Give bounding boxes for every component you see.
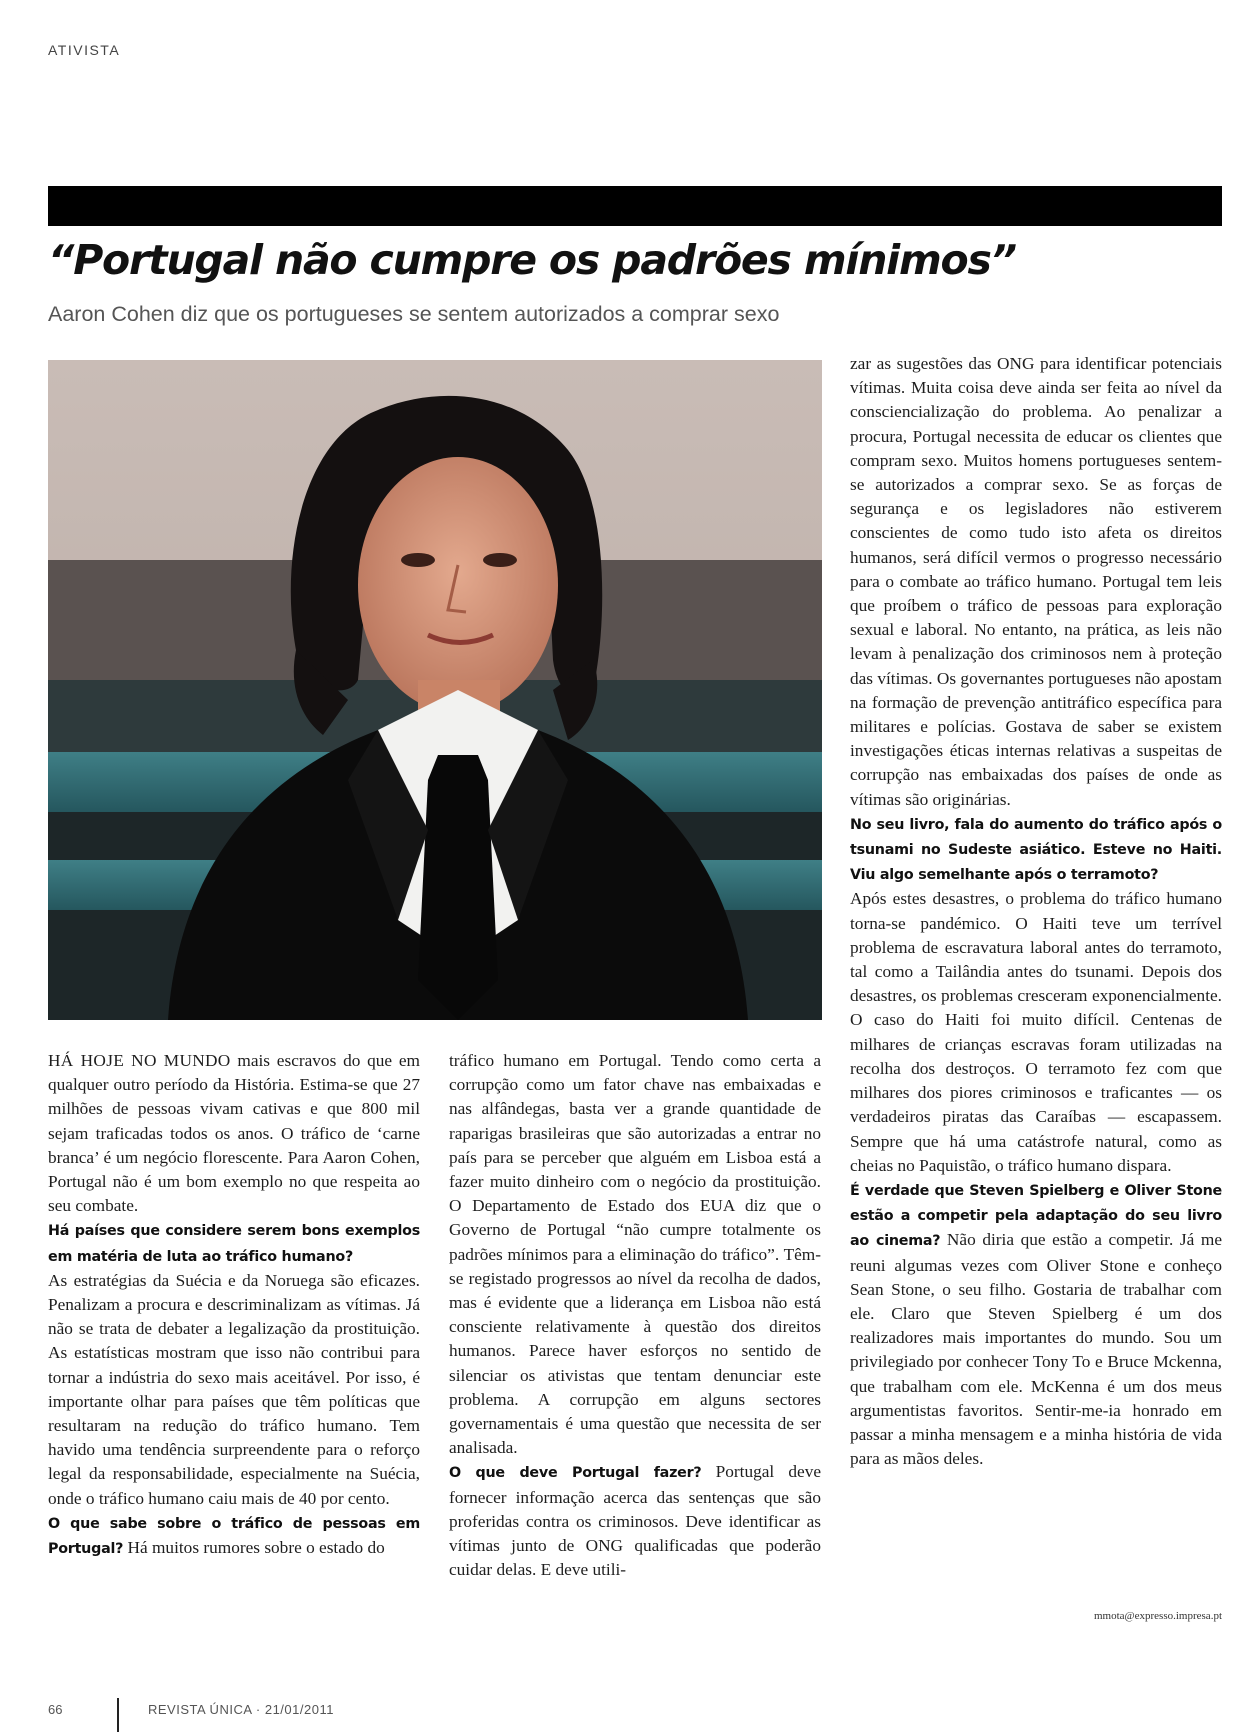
deck: Aaron Cohen diz que os portugueses se sentem autorizados a comprar sexo xyxy=(48,302,780,326)
question-3-text: O que deve Portugal fazer? xyxy=(449,1465,702,1482)
question-4-text: No seu livro, fala do aumento do tráfico após o tsunami no Sudeste asiático. Esteve no Haiti. Viu algo semelhante após o terramoto? xyxy=(850,816,1222,884)
answer-3-start: Portugal deve fornecer informação acerca das sentenças que são proferidas contra os criminosos. Deve identificar as vítimas junto de ONG qualificadas que poderão cuidar delas. E deve utili- xyxy=(449,1462,821,1580)
answer-2-continued: tráfico humano em Portugal. Tendo como certa a corrupção como um fator chave nas embaixadas e nas alfândegas, basta ver a grande quantidade de raparigas brasileiras que são autorizadas a entrar no país para se perceber que alguém em Lisboa está a fazer muito dinheiro com o negócio da prostituição. O Departamento de Estado dos EUA diz que o Governo de Portugal “não cumpre totalmente os padrões mínimos para a eliminação do tráfico”. Têm-se registado progressos ao nível da recolha de dados, mas é evidente que a liderança em Lisboa não está consciente relativamente à questão dos direitos humanos. Parece haver esforços no sentido de silenciar os ativistas que tentam denunciar este problema. A corrupção em alguns sectores governamentais é uma questão que necessita de ser analisada. xyxy=(449,1051,821,1458)
article-column-3 xyxy=(850,352,1222,1471)
section-label: ATIVISTA xyxy=(48,42,121,58)
question-5 xyxy=(850,1178,1222,1471)
question-4 xyxy=(850,812,1222,888)
publication-info: REVISTA ÚNICA · 21/01/2011 xyxy=(148,1702,334,1717)
answer-3-continued: zar as sugestões das ONG para identificar potenciais vítimas. Muita coisa deve ainda ser feita ao nível da consciencialização do problema. Ao penalizar a procura, Portugal necessita de educar os clientes que compram sexo. Muitos homens portugueses sentem-se autorizados a comprar sexo. Se as forças de segurança e os legisladores não estiverem conscientes de como tudo isto afeta os direitos humanos, será difícil vermos o progresso necessário para o combate ao tráfico humano. Portugal tem leis que proíbem o tráfico de pessoas para exploração sexual e laboral. No entanto, na prática, as leis não levam à penalização dos criminosos nem à proteção das vítimas. Os governantes portugueses não apostam na formação de prevenção antitráfico específica para militares e polícias. Gostava de saber se existem investigações éticas internas relativas a suspeitas de corrupção nas embaixadas dos países de onde as vítimas são originárias. xyxy=(850,354,1222,809)
page-number: 66 xyxy=(48,1702,63,1717)
headline: “Portugal não cumpre os padrões mínimos” xyxy=(48,236,1016,284)
answer-2-start: Há muitos rumores sobre o estado do xyxy=(123,1538,385,1558)
question-2 xyxy=(48,1511,420,1561)
question-5-text: É verdade que Steven Spielberg e Oliver Stone estão a competir pela adaptação do seu livro ao cinema? xyxy=(850,1182,1222,1250)
answer-1: As estratégias da Suécia e da Noruega são eficazes. Penalizam a procura e descriminalizam as vítimas. Já não se trata de debater a legalização da prostituição. As estatísticas mostram que isso não contribui para tornar a indústria do sexo mais aceitável. Por isso, é importante olhar para países que têm políticas que resultaram na redução do tráfico humano. Tem havido uma tendência surpreendente para o reforço legal da responsabilidade, especialmente na Suécia, onde o tráfico humano caiu mais de 40 por cento. xyxy=(48,1270,420,1508)
question-1-text: Há países que considere serem bons exemplos em matéria de luta ao tráfico humano? xyxy=(48,1223,420,1265)
question-2-text: O que sabe sobre o tráfico de pessoas em Portugal? xyxy=(48,1515,420,1558)
portrait-photo xyxy=(48,360,822,1020)
article-column-2 xyxy=(449,1049,821,1582)
answer-5: Não diria que estão a competir. Já me reuni algumas vezes com Oliver Stone e conheço Sean Stone, o seu filho. Gostaria de trabalhar com ele. Claro que Steven Spielberg é um dos realizadores mais importantes do mundo. Sou um privilegiado por conhecer Tony To e Bruce Mckenna, que trabalham com ele. McKenna é um dos meus argumentistas favoritos. Sentir-me-ia honrado em passar a minha mensagem e a minha história de vida para as mãos deles. xyxy=(850,1230,1222,1469)
answer-4: Após estes desastres, o problema do tráfico humano torna-se pandémico. O Haiti teve um terrível problema de escravatura laboral antes do terramoto, tal como a Tailândia antes do tsunami. Depois dos desastres, os problemas cresceram exponencialmente. O caso do Haiti foi muito difícil. Centenas de milhares de crianças escravas foram utilizadas na recolha dos destroços. O terramoto fez com que milhares dos piores criminosos e traficantes — os verdadeiros piratas das Caraíbas — escapassem. Sempre que há uma catástrofe natural, como as cheias no Paquistão, o tráfico humano dispara. xyxy=(850,889,1222,1175)
article-column-1 xyxy=(48,1049,420,1561)
header-bar xyxy=(48,186,1222,226)
intro-text: mais escravos do que em qualquer outro período da História. Estima-se que 27 milhões de pessoas vivam cativas e que 800 mil sejam traficadas todos os anos. O tráfico de ‘carne branca’ é um negócio florescente. Para Aaron Cohen, Portugal não é um bom exemplo no que respeita ao seu combate. xyxy=(48,1051,420,1216)
author-email[interactable]: mmota@expresso.impresa.pt xyxy=(1093,1610,1222,1622)
intro-paragraph xyxy=(48,1049,420,1218)
footer-divider xyxy=(117,1698,119,1732)
question-3 xyxy=(449,1460,821,1582)
question-1 xyxy=(48,1218,420,1268)
lead-in-caps: HÁ HOJE NO MUNDO xyxy=(48,1051,231,1070)
